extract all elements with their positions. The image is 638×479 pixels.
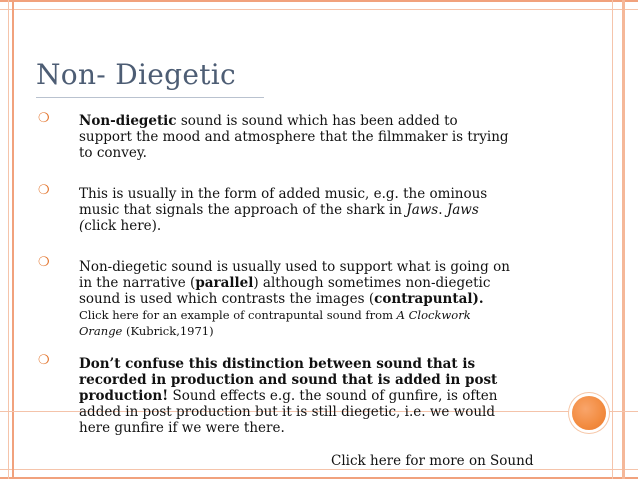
decorative-orange-circle-icon — [572, 396, 606, 430]
jaws-link[interactable]: Jaws — [446, 202, 479, 218]
clockwork-title[interactable]: A Clockwork — [396, 308, 471, 322]
bullet-2[interactable] — [79, 186, 559, 234]
orange-circle-bullet-icon: ❍ — [38, 111, 50, 126]
slide-frame-left — [8, 0, 14, 479]
slide-frame-right-inner — [612, 0, 613, 479]
bullet-2-punct: . — [438, 202, 447, 218]
clockwork-citation: (Kubrick,1971) — [122, 324, 214, 338]
orange-circle-bullet-icon: ❍ — [38, 255, 50, 270]
bullet-1 — [79, 113, 559, 161]
bullet-3-text-a: in the narrative ( — [79, 275, 196, 291]
jaws-click-here-link[interactable]: click here). — [84, 218, 162, 234]
jaws-link-paren[interactable]: ( — [79, 218, 85, 234]
clockwork-link-text[interactable]: Click here for an example of contrapuntal sound from — [79, 308, 397, 322]
slide-frame-bottom — [0, 469, 638, 479]
bullet-4-line-5: here gunfire if we were there. — [79, 420, 285, 436]
bullet-4-line-3-bold: production! — [79, 388, 169, 404]
more-on-sound-link[interactable]: Click here for more on Sound — [331, 453, 534, 469]
bullet-3 — [79, 259, 559, 339]
title-underline — [36, 97, 264, 98]
clockwork-orange-link[interactable] — [79, 307, 559, 323]
bullet-2-text: music that signals the approach of the shark in — [79, 202, 407, 218]
bullet-4-line-2: recorded in production and sound that is added in post — [79, 372, 498, 388]
contrapuntal-term: contrapuntal). — [374, 291, 484, 307]
bullet-2-line-1: This is usually in the form of added music, e.g. the ominous — [79, 186, 488, 202]
orange-circle-bullet-icon: ❍ — [38, 183, 50, 198]
orange-circle-bullet-icon: ❍ — [38, 353, 50, 368]
bullet-3-text-b: ) although sometimes non-diegetic — [253, 275, 491, 291]
bullet-1-line-3: to convey. — [79, 145, 147, 161]
bullet-3-text-c: sound is used which contrasts the images ( — [79, 291, 375, 307]
bullet-1-term: Non-diegetic — [79, 113, 177, 129]
parallel-term: parallel — [195, 275, 254, 291]
slide-frame-right-outer — [622, 0, 625, 479]
bullet-4-line-4: added in post production but it is still diegetic, i.e. we would — [79, 404, 495, 420]
slide-frame-top — [0, 0, 638, 10]
clockwork-title-cont[interactable]: Orange — [79, 324, 123, 338]
jaws-title: Jaws — [406, 202, 439, 218]
bullet-1-line-2: support the mood and atmosphere that the filmmaker is trying — [79, 129, 509, 145]
bullet-4 — [79, 356, 559, 436]
bullet-4-line-3: Sound effects e.g. the sound of gunfire, is often — [168, 388, 498, 404]
slide-title: Non- Diegetic — [36, 58, 237, 91]
bullet-1-text: sound is sound which has been added to — [176, 113, 458, 129]
bullet-4-line-1: Don’t confuse this distinction between sound that is — [79, 356, 476, 372]
bullet-3-line-1: Non-diegetic sound is usually used to support what is going on — [79, 259, 510, 275]
